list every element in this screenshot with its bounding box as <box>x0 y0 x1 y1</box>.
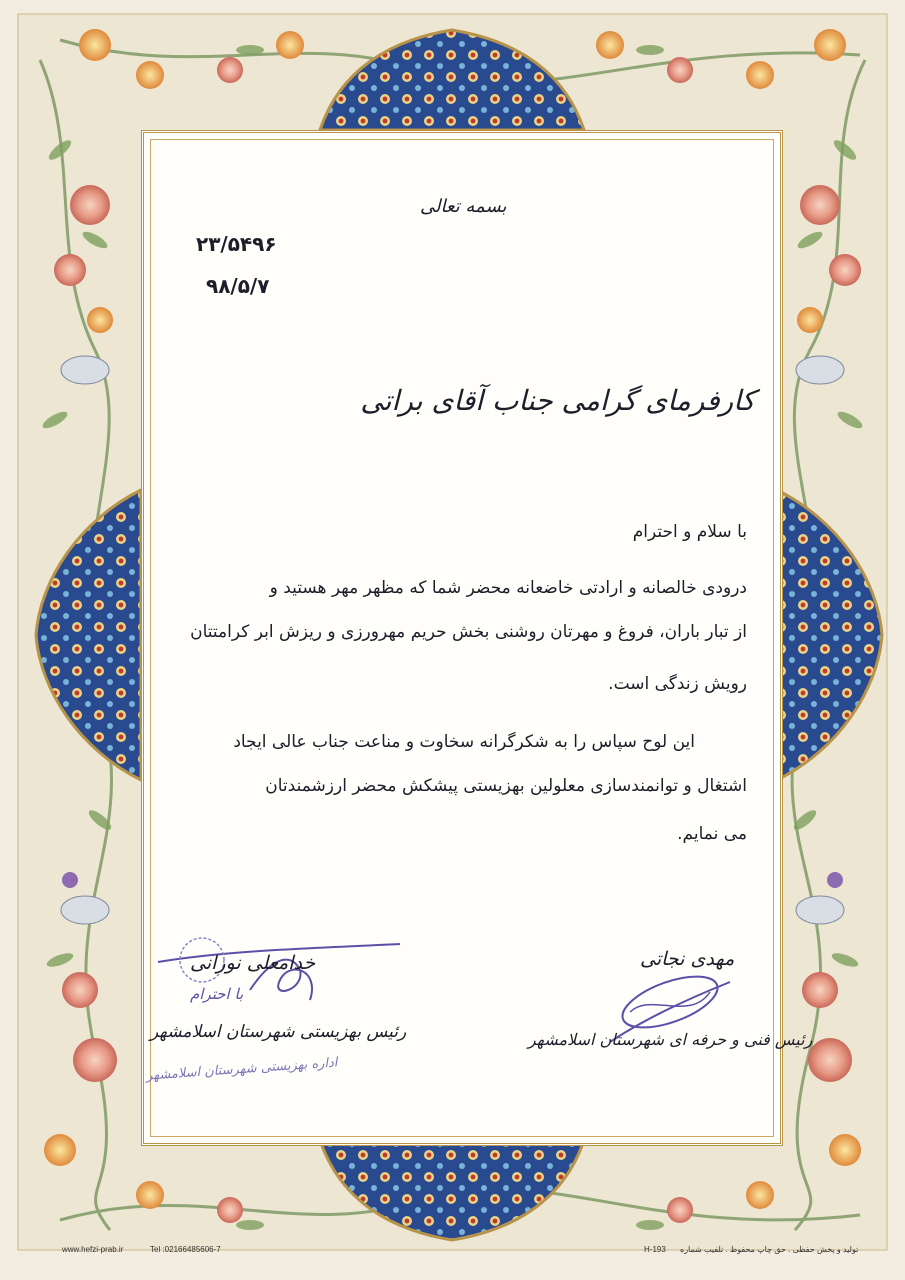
greeting-line: با سلام و احترام <box>632 522 747 542</box>
invocation-heading: بسمه تعالی <box>420 196 507 217</box>
left-closing: با احترام <box>190 985 244 1003</box>
right-signer-name: مهدی نجاتی <box>640 948 735 970</box>
body-line-3: رویش زندگی است. <box>608 674 747 694</box>
left-signer-name: خدامعلی نورانی <box>190 952 316 974</box>
letter-date: ۹۸/۵/۷ <box>206 274 270 298</box>
footer-code: H-193 <box>644 1245 666 1254</box>
body-line-2: از تبار باران، فروغ و مهرتان روشنی بخش حریم مهرورزی و ریزش ابر کرامتتان <box>190 622 747 642</box>
body-line-4: این لوح سپاس را به شکرگرانه سخاوت و مناعت جناب عالی ایجاد <box>233 732 695 752</box>
addressee-line: کارفرمای گرامی جناب آقای براتی <box>360 384 755 417</box>
letter-number: ۲۳/۵۴۹۶ <box>196 232 277 256</box>
footer-telephone: Tel :02166485606-7 <box>150 1245 221 1254</box>
left-signer-title: رئیس بهزیستی شهرستان اسلامشهر <box>150 1022 407 1042</box>
left-office-stamp: اداره بهزیستی شهرستان اسلامشهر <box>145 1055 338 1084</box>
right-signer-title: رئیس فنی و حرفه ای شهرستان اسلامشهر <box>528 1030 813 1049</box>
footer-website: www.hefzi-prab.ir <box>62 1245 124 1254</box>
body-line-1: درودی خالصانه و ارادتی خاضعانه محضر شما که مظهر مهر هستید و <box>269 578 747 598</box>
body-line-5: اشتغال و توانمندسازی معلولین بهزیستی پیشکش محضر ارزشمندتان <box>265 776 747 796</box>
footer-publisher: تولید و پخش حفظی . حق چاپ محفوظ . تلفیب شماره <box>680 1245 859 1254</box>
body-line-6: می نمایم. <box>677 824 747 844</box>
